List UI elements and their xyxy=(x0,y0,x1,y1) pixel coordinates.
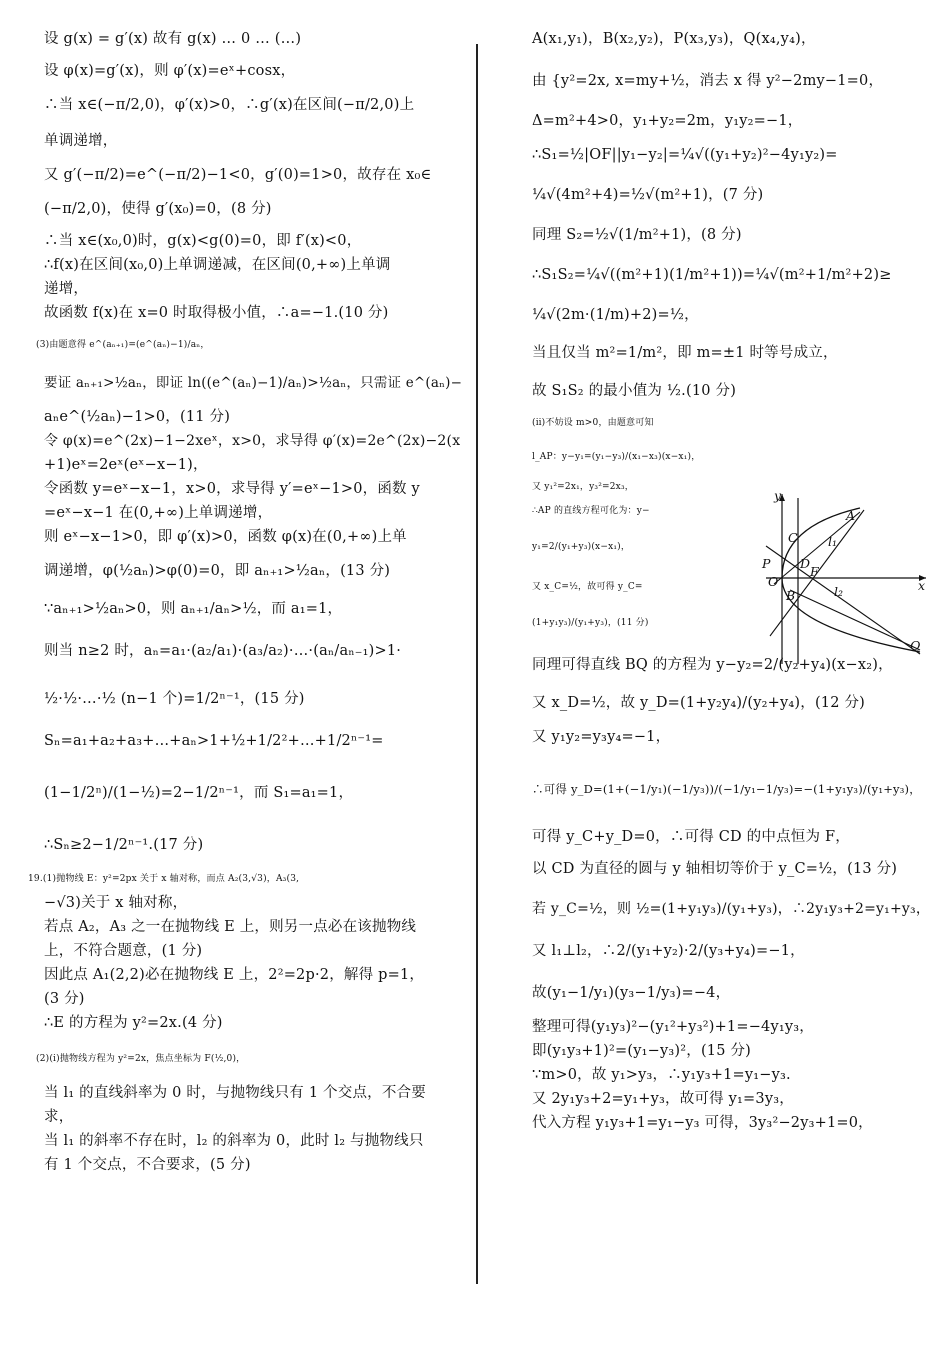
right-solution-line: 当且仅当 m²=1/m²，即 m=±1 时等号成立， xyxy=(532,345,838,361)
right-solution-line: 又 l₁⊥l₂，∴2/(y₁+y₂)·2/(y₃+y₄)=−1， xyxy=(532,943,805,959)
point-q-label: Q xyxy=(910,638,921,653)
point-p-label: P xyxy=(762,556,771,571)
left-solution-line: 上，不符合题意，(1 分) xyxy=(44,943,203,959)
left-column xyxy=(28,30,464,1174)
right-solution-line: 可得 y_C+y_D=0，∴可得 CD 的中点恒为 F， xyxy=(532,829,850,845)
left-solution-line: =eˣ−x−1 在(0,+∞)上单调递增， xyxy=(44,505,273,521)
left-solution-line: ∴当 x∈(−π/2,0)，φ′(x)>0，∴g′(x)在区间(−π/2,0)上 xyxy=(44,97,415,113)
left-solution-line: 当 l₁ 的斜率不存在时，l₂ 的斜率为 0，此时 l₂ 与抛物线只 xyxy=(44,1133,424,1149)
left-solution-line: (2)(ⅰ)抛物线方程为 y²=2x，焦点坐标为 F(½,0)， xyxy=(36,1054,246,1064)
right-solution-line: ¼√(4m²+4)=½√(m²+1)，(7 分) xyxy=(532,187,764,203)
left-solution-line: 则 eˣ−x−1>0，即 φ′(x)>0，函数 φ(x)在(0,+∞)上单 xyxy=(44,529,407,545)
right-solution-line: 同理可得直线 BQ 的方程为 y−y₂=2/(y₂+y₄)(x−x₂)， xyxy=(532,657,893,673)
right-solution-line: 整理可得(y₁y₃)²−(y₁²+y₃²)+1=−4y₁y₃， xyxy=(532,1019,814,1035)
left-solution-line: aₙe^(½aₙ)−1>0，(11 分) xyxy=(44,409,231,425)
right-solution-line: Δ=m²+4>0，y₁+y₂=2m，y₁y₂=−1， xyxy=(532,113,803,129)
left-solution-line: 有 1 个交点，不合要求，(5 分) xyxy=(44,1157,251,1173)
left-solution-line: −√3)关于 x 轴对称， xyxy=(44,895,188,911)
right-solution-line: 又 y₁y₂=y₃y₄=−1， xyxy=(532,729,671,745)
left-solution-line: ∴当 x∈(x₀,0)时，g(x)<g(0)=0，即 f′(x)<0， xyxy=(44,233,362,249)
point-o-label: O xyxy=(768,574,779,589)
right-solution-line: ∴AP 的直线方程可化为：y− xyxy=(532,506,650,516)
right-solution-line: ∴S₁S₂=¼√((m²+1)(1/m²+1))=¼√(m²+1/m²+2)≥ xyxy=(532,267,892,283)
right-solution-line: (1+y₁y₃)/(y₁+y₃)，(11 分) xyxy=(532,618,649,628)
point-b-label: B xyxy=(786,588,796,603)
point-c-label: C xyxy=(788,530,798,545)
right-solution-line: (ⅱ)不妨设 m>0，由题意可知 xyxy=(532,418,654,428)
left-solution-line: 若点 A₂，A₃ 之一在抛物线 E 上，则另一点必在该抛物线 xyxy=(44,919,417,935)
right-solution-line: ∴可得 y_D=(1+(−1/y₁)(−1/y₃))/(−1/y₁−1/y₃)=−(1+y₁y₃)/(y₁+y₃)， xyxy=(532,782,921,796)
left-solution-line: 求， xyxy=(44,1109,74,1125)
column-divider xyxy=(476,44,478,1284)
parabola-curve xyxy=(782,508,920,652)
left-solution-line: ∴E 的方程为 y²=2x.(4 分) xyxy=(44,1015,223,1031)
left-solution-line: (−π/2,0)，使得 g′(x₀)=0，(8 分) xyxy=(44,201,272,217)
right-solution-line: 代入方程 y₁y₃+1=y₁−y₃ 可得，3y₃²−2y₃+1=0， xyxy=(532,1115,873,1131)
left-solution-line: 令 φ(x)=e^(2x)−1−2xeˣ，x>0，求导得 φ′(x)=2e^(2x)−2(x xyxy=(44,433,461,449)
parabola-figure xyxy=(760,486,932,668)
left-solution-line: (3)由题意得 e^(aₙ₊₁)=(e^(aₙ)−1)/aₙ， xyxy=(36,340,210,350)
right-solution-line: 同理 S₂=½√(1/m²+1)，(8 分) xyxy=(532,227,742,243)
line-l2-label: l₂ xyxy=(834,584,844,599)
left-solution-line: 则当 n≥2 时，aₙ=a₁·(a₂/a₁)·(a₃/a₂)·…·(aₙ/aₙ₋₁)>1· xyxy=(44,643,402,659)
point-d-label: D xyxy=(800,556,811,571)
right-solution-line: 又 x_D=½，故 y_D=(1+y₂y₄)/(y₂+y₄)，(12 分) xyxy=(532,695,866,711)
left-solution-line: 递增， xyxy=(44,281,89,297)
parabola-diagram xyxy=(760,486,932,668)
right-solution-line: ∵m>0，故 y₁>y₃，∴y₁y₃+1=y₁−y₃. xyxy=(532,1067,791,1083)
left-solution-line: 要证 aₙ₊₁>½aₙ，即证 ln((e^(aₙ)−1)/aₙ)>½aₙ，只需证 e^(aₙ)− xyxy=(44,375,463,391)
y-axis-label: y xyxy=(774,488,782,503)
right-solution-line: A(x₁,y₁)，B(x₂,y₂)，P(x₃,y₃)，Q(x₄,y₄)， xyxy=(532,31,816,47)
left-solution-line: 设 φ(x)=g′(x)，则 φ′(x)=eˣ+cosx， xyxy=(44,63,296,79)
left-solution-line: 19.(1)抛物线 E：y²=2px 关于 x 轴对称，而点 A₂(3,√3)，A₃(3, xyxy=(28,874,300,884)
left-solution-line: 又 g′(−π/2)=e^(−π/2)−1<0，g′(0)=1>0，故存在 x₀∈ xyxy=(44,167,432,183)
left-solution-line: +1)eˣ=2eˣ(eˣ−x−1)， xyxy=(44,457,208,473)
right-solution-line: 故 S₁S₂ 的最小值为 ½.(10 分) xyxy=(532,383,737,399)
point-a-label: A xyxy=(846,508,856,523)
right-solution-line: y₁=2/(y₁+y₃)(x−x₁)， xyxy=(532,542,631,552)
right-solution-line: 以 CD 为直径的圆与 y 轴相切等价于 y_C=½，(13 分) xyxy=(532,861,898,877)
right-solution-line: 又 2y₁y₃+2=y₁+y₃，故可得 y₁=3y₃， xyxy=(532,1091,794,1107)
left-solution-line: 故函数 f(x)在 x=0 时取得极小值，∴a=−1.(10 分) xyxy=(44,305,389,321)
right-solution-line: 又 y₁²=2x₁，y₃²=2x₃， xyxy=(532,482,634,492)
point-f-label: F xyxy=(810,564,819,579)
right-solution-line: ∴S₁=½|OF||y₁−y₂|=¼√((y₁+y₂)²−4y₁y₂)= xyxy=(532,147,838,163)
right-solution-line: 若 y_C=½，则 ½=(1+y₁y₃)/(y₁+y₃)，∴2y₁y₃+2=y₁+y₃， xyxy=(532,901,931,917)
right-solution-line: l_AP：y−y₁=(y₁−y₃)/(x₁−x₃)(x−x₁)， xyxy=(532,452,701,462)
left-solution-line: 令函数 y=eˣ−x−1，x>0，求导得 y′=eˣ−1>0，函数 y xyxy=(44,481,420,497)
left-solution-line: (3 分) xyxy=(44,991,85,1007)
right-solution-line: 即(y₁y₃+1)²=(y₁−y₃)²，(15 分) xyxy=(532,1043,752,1059)
left-solution-line: ∵aₙ₊₁>½aₙ>0，则 aₙ₊₁/aₙ>½，而 a₁=1， xyxy=(44,601,343,617)
x-axis-label: x xyxy=(918,578,926,593)
right-solution-line: 故(y₁−1/y₁)(y₃−1/y₃)=−4， xyxy=(532,985,731,1001)
left-solution-line: 当 l₁ 的直线斜率为 0 时，与抛物线只有 1 个交点，不合要 xyxy=(44,1085,426,1101)
line-l1-label: l₁ xyxy=(828,534,838,549)
left-solution-line: (1−1/2ⁿ)/(1−½)=2−1/2ⁿ⁻¹，而 S₁=a₁=1， xyxy=(44,785,354,801)
right-solution-line: 又 x_C=½，故可得 y_C= xyxy=(532,582,643,592)
left-solution-line: ½·½·…·½ (n−1 个)=1/2ⁿ⁻¹，(15 分) xyxy=(44,691,305,707)
right-solution-line: ¼√(2m·(1/m)+2)=½， xyxy=(532,307,699,323)
right-solution-line: 由 {y²=2x, x=my+½，消去 x 得 y²−2my−1=0， xyxy=(532,73,884,89)
left-solution-line: 因此点 A₁(2,2)必在抛物线 E 上，2²=2p·2，解得 p=1， xyxy=(44,967,425,983)
left-solution-line: 单调递增， xyxy=(44,133,118,149)
line-bq xyxy=(790,590,920,650)
left-solution-line: 调递增，φ(½aₙ)>φ(0)=0，即 aₙ₊₁>½aₙ，(13 分) xyxy=(44,563,391,579)
left-solution-line: ∴Sₙ≥2−1/2ⁿ⁻¹.(17 分) xyxy=(44,837,204,853)
left-solution-line: Sₙ=a₁+a₂+a₃+…+aₙ>1+½+1/2²+…+1/2ⁿ⁻¹= xyxy=(44,733,384,749)
left-solution-line: ∴f(x)在区间(x₀,0)上单调递减，在区间(0,+∞)上单调 xyxy=(44,257,391,273)
left-solution-line: 设 g(x) = g′(x) 故有 g(x) … 0 … (…) xyxy=(44,31,302,47)
